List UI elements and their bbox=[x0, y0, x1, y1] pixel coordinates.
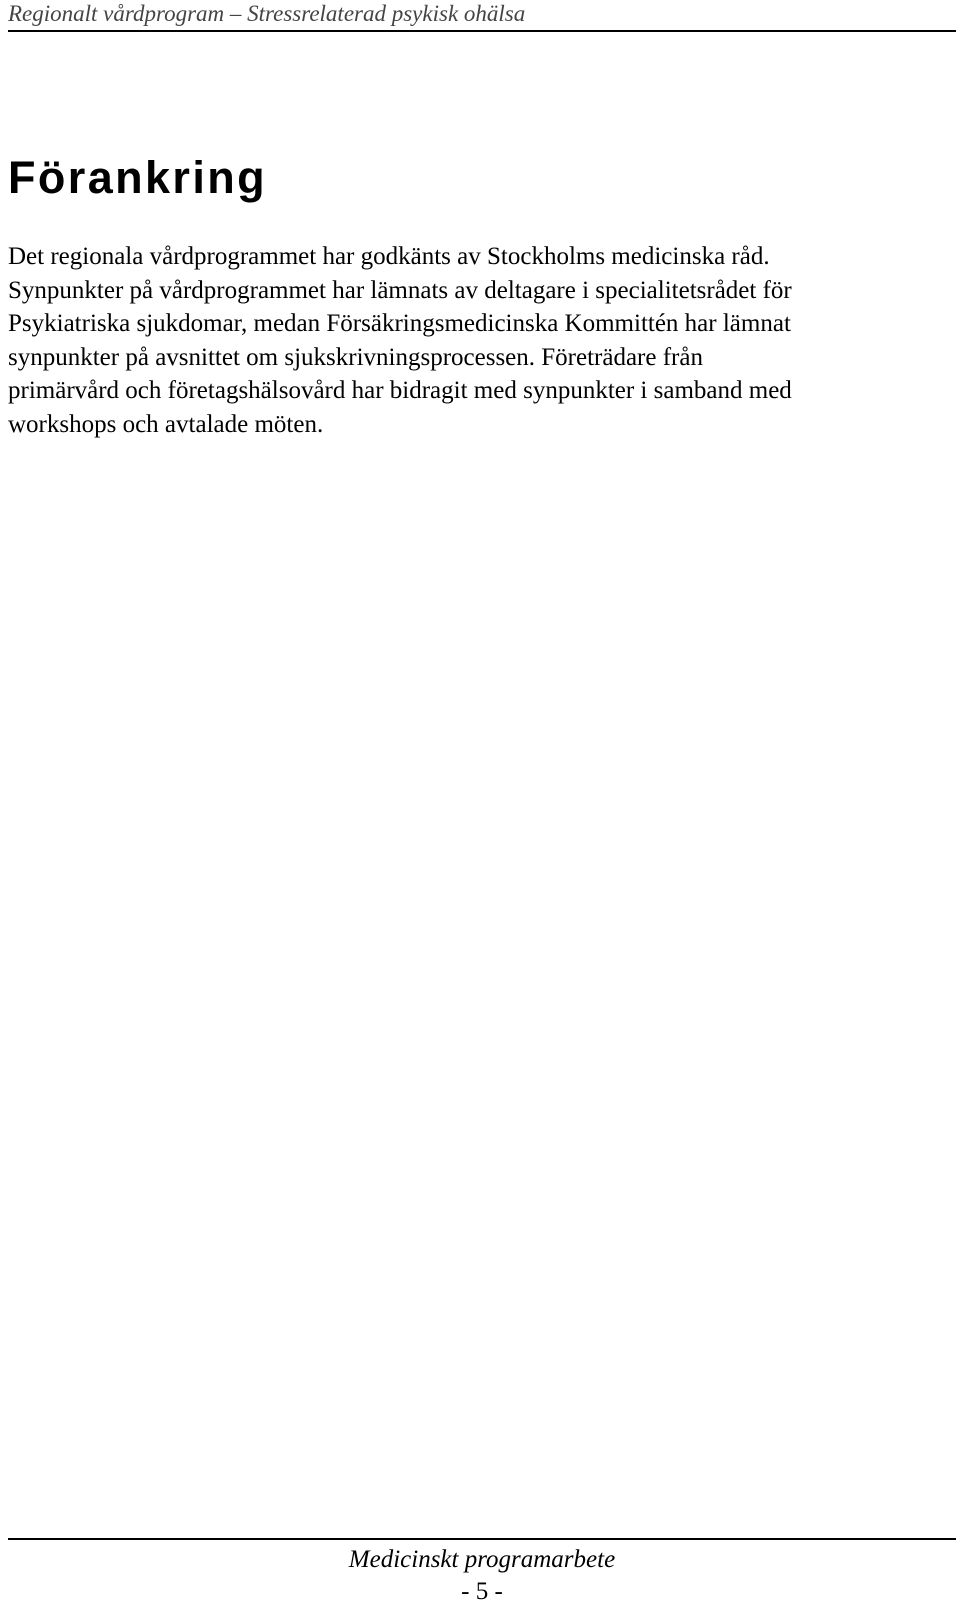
paragraph-line: Det regionala vårdprogrammet har godkänts av Stockholms medicinska råd. bbox=[8, 243, 770, 270]
paragraph-line: synpunkter på avsnittet om sjukskrivningsprocessen. Företrädare från bbox=[8, 343, 703, 371]
footer-title: Medicinskt programarbete bbox=[348, 1546, 616, 1573]
section-heading: Förankring bbox=[8, 152, 268, 203]
page-footer bbox=[8, 1538, 956, 1612]
body-paragraph bbox=[8, 240, 956, 442]
paragraph-line: workshops och avtalade möten. bbox=[8, 410, 324, 438]
paragraph-line: primärvård och företagshälsovård har bidragit med synpunkter i samband med bbox=[8, 377, 792, 405]
paragraph-line: Psykiatriska sjukdomar, medan Försäkringsmedicinska Kommittén har lämnat bbox=[8, 310, 791, 338]
paragraph-line: Synpunkter på vårdprogrammet har lämnats av deltagare i specialitetsrådet för bbox=[8, 276, 792, 304]
page-number: - 5 - bbox=[461, 1578, 503, 1605]
running-title: Regionalt vårdprogram – Stressrelaterad psykisk ohälsa bbox=[8, 1, 526, 26]
page-header bbox=[8, 0, 956, 32]
